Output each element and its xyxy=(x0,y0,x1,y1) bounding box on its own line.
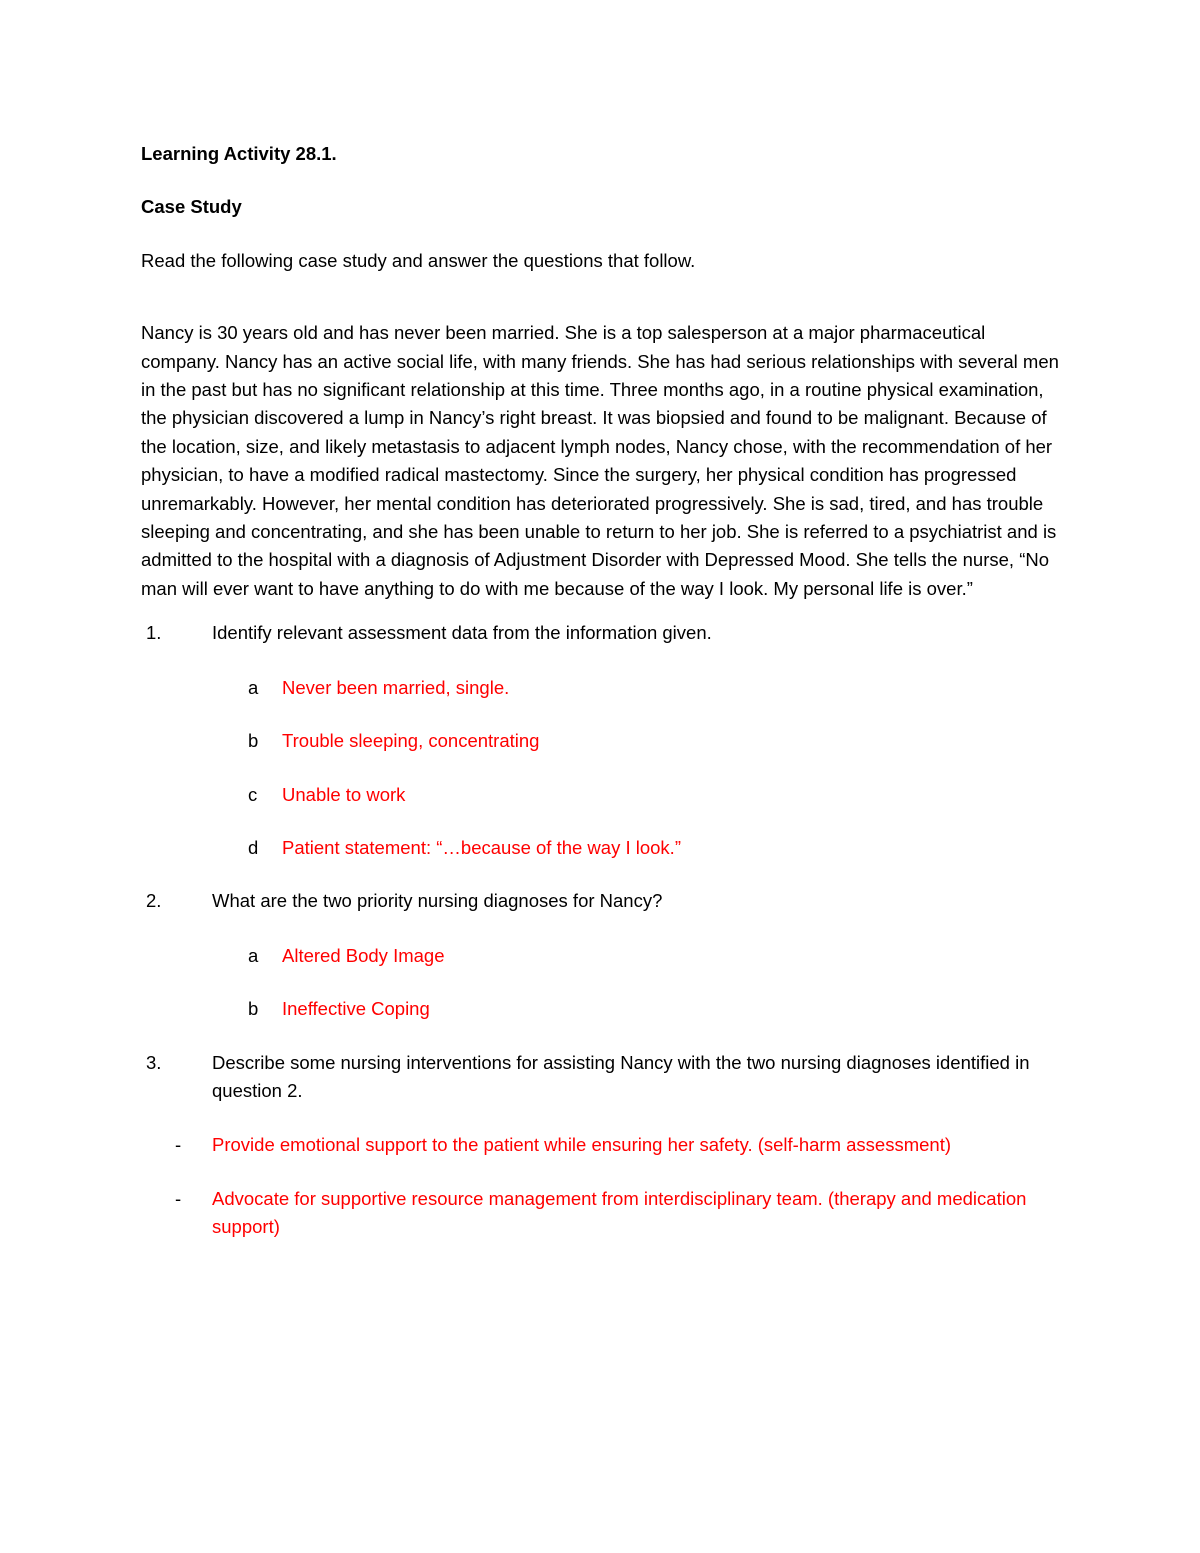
answer-text: Patient statement: “…because of the way I look.” xyxy=(282,836,681,858)
answer-text: Trouble sleeping, concentrating xyxy=(282,730,540,752)
question-3 xyxy=(141,1049,1061,1106)
document-subtitle: Case Study xyxy=(141,196,242,218)
document-title: Learning Activity 28.1. xyxy=(141,143,337,164)
answer-letter: c xyxy=(248,783,258,805)
question-number: 2. xyxy=(146,890,162,912)
answer-letter: d xyxy=(248,836,259,858)
intervention-text: Provide emotional support to the patient while ensuring her safety. (self-harm assessment) xyxy=(212,1134,951,1156)
answer-text: Never been married, single. xyxy=(282,676,510,698)
intervention-text: Advocate for supportive resource management from interdisciplinary team. (therapy and medication support) xyxy=(212,1187,1027,1238)
bullet-dash: - xyxy=(175,1187,182,1209)
case-study-paragraph: Nancy is 30 years old and has never been married. She is a top salesperson at a major pharmaceutical company. Nancy has an active social life, with many friends. She has had serious relationships with several men in the past but has no significant relationship at this time. Three months ago, in a routine physical examination, the physician discovered a lump in Nancy’s right breast. It was biopsied and found to be malignant. Because of the location, size, and likely metastasis to adjacent lymph nodes, Nancy chose, with the recommendation of her physician, to have a modified radical mastectomy. Since the surgery, her physical condition has progressed unremarkably. However, her mental condition has deteriorated progressively. She is sad, tired, and has trouble sleeping and concentrating, and she has been unable to return to her job. She is referred to a psychiatrist and is admitted to the hospital with a diagnosis of Adjustment Disorder with Depressed Mood. She tells the nurse, “No man will ever want to have anything to do with me because of the way I look. My personal life is over.” xyxy=(141,322,1059,599)
question-text: Describe some nursing interventions for assisting Nancy with the two nursing diagnoses identified in question 2. xyxy=(212,1051,1030,1101)
intervention-2 xyxy=(141,1185,1061,1242)
document-content xyxy=(141,140,1061,1267)
intervention-1 xyxy=(141,1131,1061,1159)
bullet-dash: - xyxy=(175,1134,182,1156)
answer-2a xyxy=(141,942,1061,970)
answer-1c xyxy=(141,781,1061,809)
answer-text: Unable to work xyxy=(282,783,406,805)
answer-1a xyxy=(141,674,1061,702)
answer-letter: a xyxy=(248,676,259,698)
answer-2b xyxy=(141,995,1061,1023)
answer-text: Ineffective Coping xyxy=(282,998,430,1020)
question-text: Identify relevant assessment data from the information given. xyxy=(212,622,712,644)
instructions-text: Read the following case study and answer the questions that follow. xyxy=(141,249,696,271)
question-number: 1. xyxy=(146,622,162,644)
answer-1d xyxy=(141,834,1061,862)
answer-text: Altered Body Image xyxy=(282,944,445,966)
question-1 xyxy=(141,619,1061,647)
question-text: What are the two priority nursing diagnoses for Nancy? xyxy=(212,890,663,912)
question-2 xyxy=(141,887,1061,915)
answer-1b xyxy=(141,727,1061,755)
answer-letter: b xyxy=(248,998,259,1020)
answer-letter: b xyxy=(248,730,259,752)
question-number: 3. xyxy=(146,1051,162,1073)
answer-letter: a xyxy=(248,944,259,966)
